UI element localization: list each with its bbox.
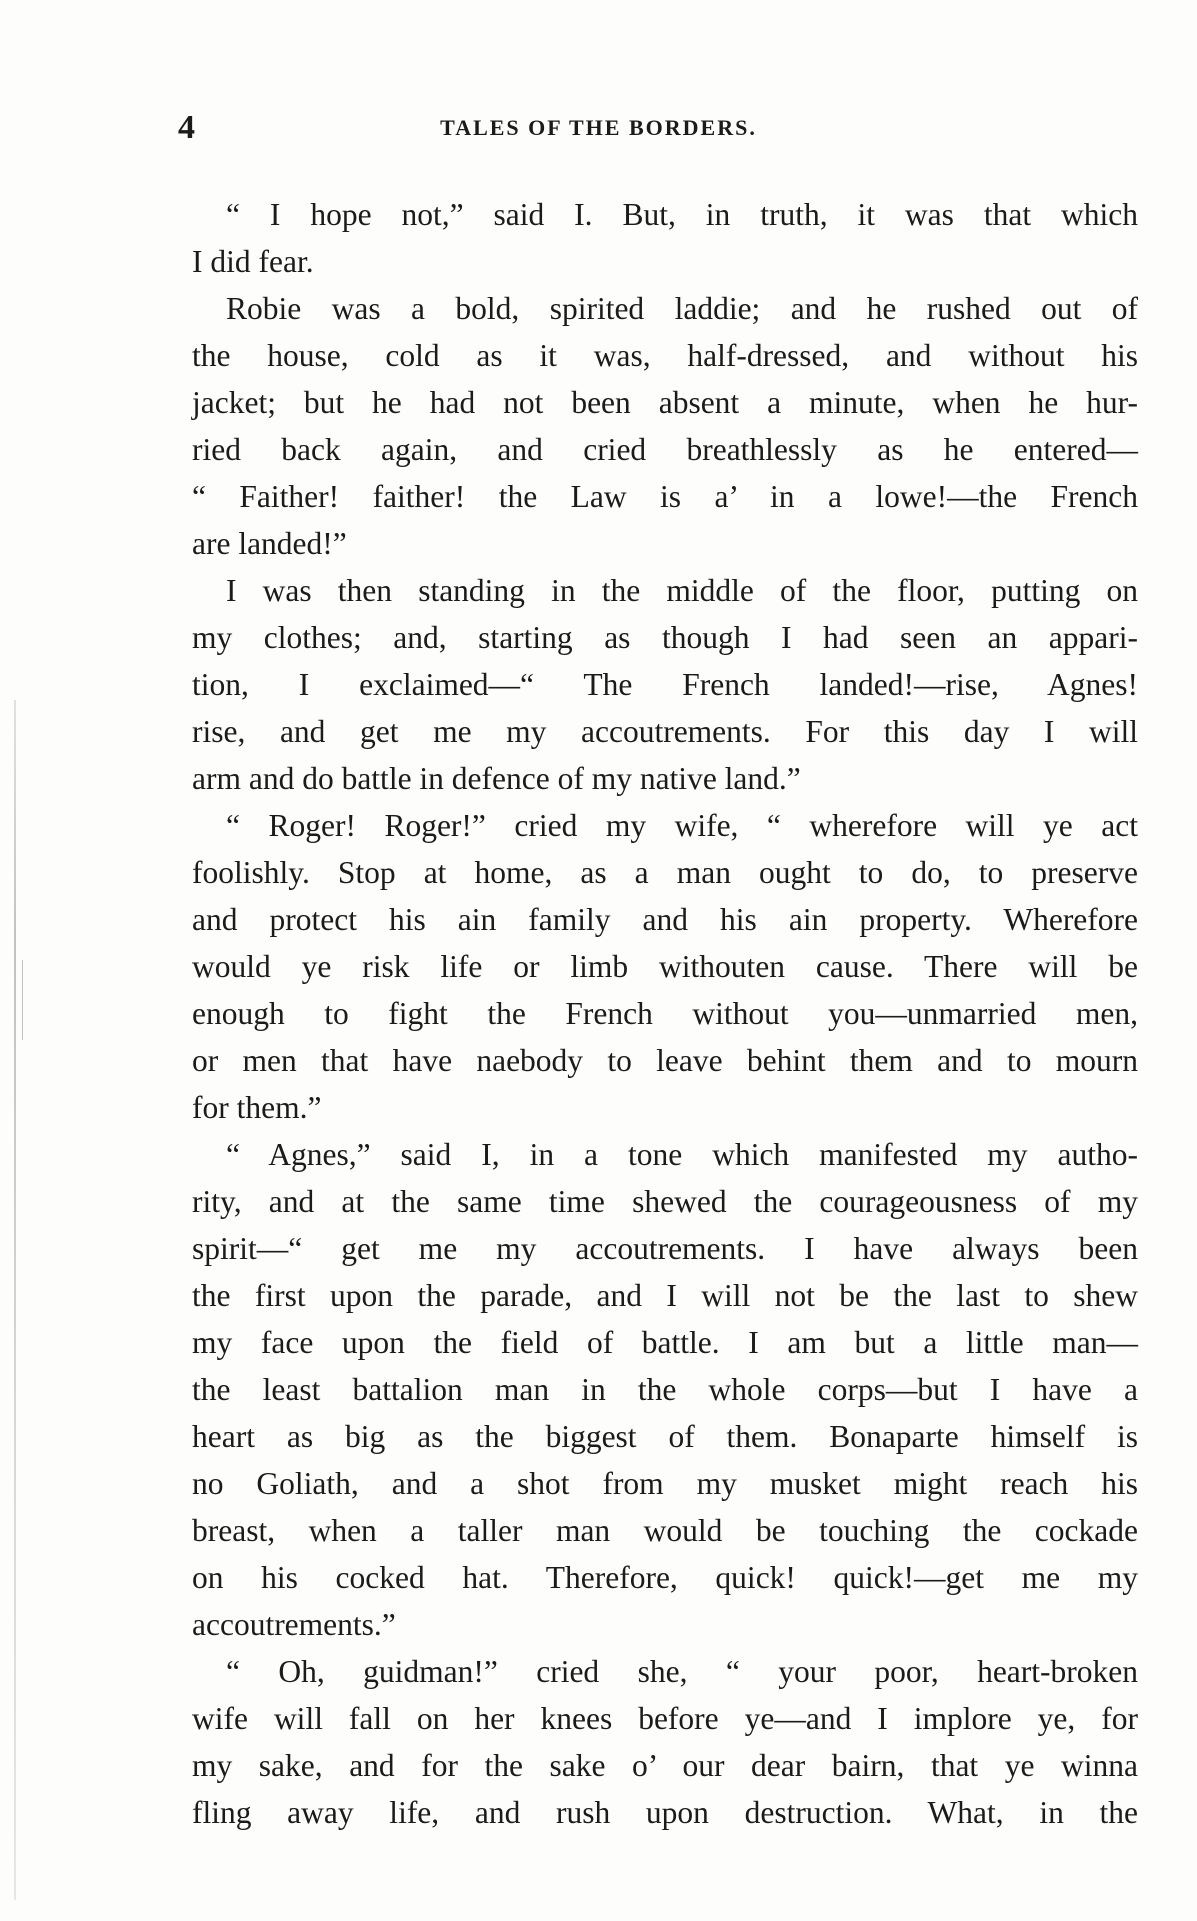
text-line: ried back again, and cried breathlessly as he entered— (192, 432, 1138, 467)
text-line: no Goliath, and a shot from my musket might reach his (192, 1466, 1138, 1501)
body-text (192, 191, 1138, 1836)
text-line: “ Oh, guidman!” cried she, “ your poor, heart-broken (226, 1654, 1138, 1689)
text-line: accoutrements.” (192, 1607, 396, 1642)
text-line: my clothes; and, starting as though I had seen an appari- (192, 620, 1138, 655)
text-line: spirit—“ get me my accoutrements. I have always been (192, 1231, 1138, 1266)
running-title: TALES OF THE BORDERS. (440, 115, 757, 140)
text-line: “ I hope not,” said I. But, in truth, it was that which (226, 197, 1138, 232)
text-line: on his cocked hat. Therefore, quick! quick!—get me my (192, 1560, 1138, 1595)
page-number: 4 (178, 109, 195, 146)
text-line: rise, and get me my accoutrements. For this day I will (192, 714, 1138, 749)
text-line: enough to fight the French without you—unmarried men, (192, 996, 1138, 1031)
text-line: are landed!” (192, 526, 347, 561)
text-line: the house, cold as it was, half-dressed, and without his (192, 338, 1138, 373)
text-line: fling away life, and rush upon destruction. What, in the (192, 1795, 1138, 1830)
text-line: jacket; but he had not been absent a minute, when he hur- (192, 385, 1138, 420)
text-line: I did fear. (192, 244, 314, 279)
page-edge-shadow (14, 700, 16, 1900)
text-line: or men that have naebody to leave behint them and to mourn (192, 1043, 1138, 1078)
page-header (0, 108, 1197, 148)
text-line: heart as big as the biggest of them. Bonaparte himself is (192, 1419, 1138, 1454)
text-line: “ Roger! Roger!” cried my wife, “ wherefore will ye act (226, 808, 1138, 843)
text-line: the least battalion man in the whole corps—but I have a (192, 1372, 1138, 1407)
text-line: “ Faither! faither! the Law is a’ in a lowe!—the French (192, 479, 1138, 514)
text-line: Robie was a bold, spirited laddie; and he rushed out of (226, 291, 1138, 326)
text-line: tion, I exclaimed—“ The French landed!—rise, Agnes! (192, 667, 1138, 702)
text-line: breast, when a taller man would be touching the cockade (192, 1513, 1138, 1548)
text-line: the first upon the parade, and I will not be the last to shew (192, 1278, 1138, 1313)
text-line: I was then standing in the middle of the floor, putting on (226, 573, 1138, 608)
text-line: would ye risk life or limb withouten cause. There will be (192, 949, 1138, 984)
text-line: “ Agnes,” said I, in a tone which manifested my autho- (226, 1137, 1138, 1172)
text-line: wife will fall on her knees before ye—and I implore ye, for (192, 1701, 1138, 1736)
text-line: arm and do battle in defence of my native land.” (192, 761, 801, 796)
text-line: my face upon the field of battle. I am but a little man— (192, 1325, 1138, 1360)
page-edge-mark (22, 960, 23, 1040)
text-line: and protect his ain family and his ain property. Wherefore (192, 902, 1138, 937)
text-line: for them.” (192, 1090, 322, 1125)
text-line: foolishly. Stop at home, as a man ought to do, to preserve (192, 855, 1138, 890)
text-line: my sake, and for the sake o’ our dear bairn, that ye winna (192, 1748, 1138, 1783)
text-line: rity, and at the same time shewed the courageousness of my (192, 1184, 1138, 1219)
